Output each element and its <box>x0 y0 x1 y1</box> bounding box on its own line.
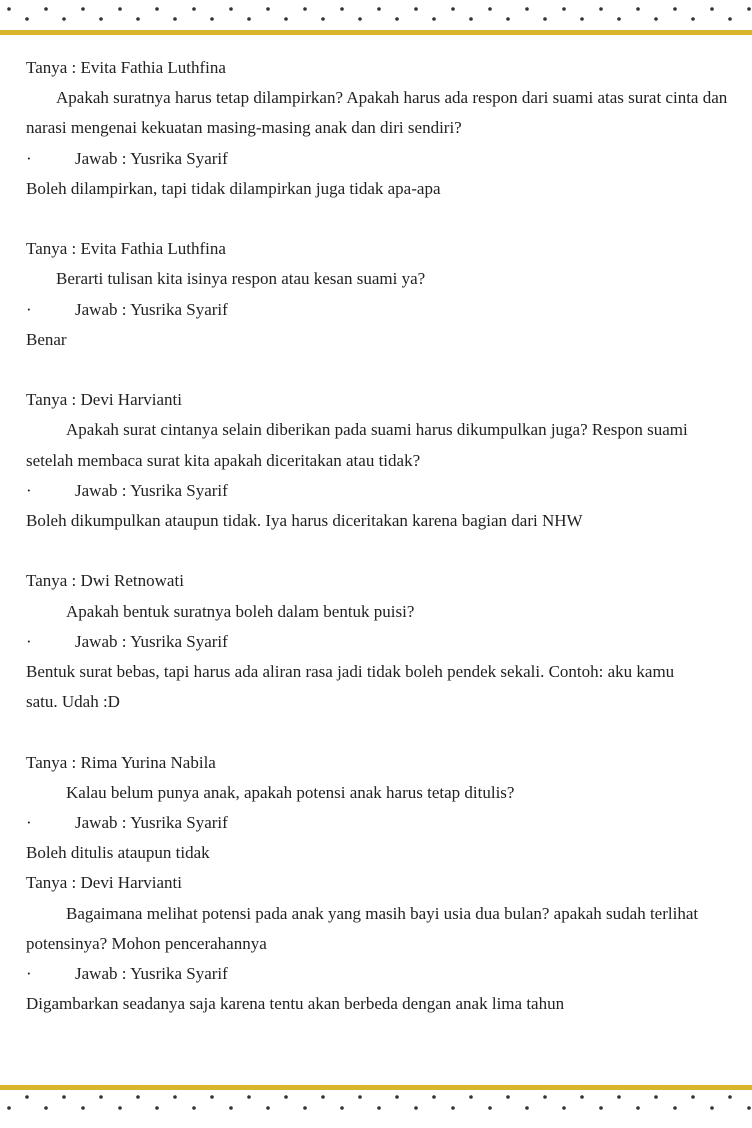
bullet-marker: · <box>26 299 32 319</box>
entry-spacer <box>26 204 732 234</box>
question-text: Berarti tulisan kita isinya respon atau kesan suami ya? <box>56 269 426 289</box>
decorative-dots-top <box>0 4 752 24</box>
answer-text: Benar <box>26 329 67 349</box>
question-text: Apakah surat cintanya selain diberikan pada suami harus dikumpulkan juga? Respon suami setelah membaca surat kita apakah diceritakan atau tidak? <box>26 420 688 470</box>
answer-label-line <box>26 627 732 657</box>
entry-spacer <box>26 717 732 747</box>
answer-text: Boleh dikumpulkan ataupun tidak. Iya harus diceritakan karena bagian dari NHW <box>26 511 583 531</box>
answer-label-line <box>26 476 732 506</box>
answerer-label: Jawab : Yusrika Syarif <box>75 299 228 319</box>
answer-text: Digambarkan seadanya saja karena tentu akan berbeda dengan anak lima tahun <box>26 994 565 1014</box>
answer-label-line <box>26 295 732 325</box>
answer-label-line <box>26 808 732 838</box>
bottom-gold-rule <box>0 1085 752 1090</box>
answer-text: Boleh dilampirkan, tapi tidak dilampirkan juga tidak apa-apa <box>26 178 441 198</box>
qa-entry <box>26 868 732 1019</box>
qa-entry <box>26 234 732 355</box>
entry-spacer <box>26 536 732 566</box>
answer-text-continued: satu. Udah :D <box>26 692 120 712</box>
question-text: Kalau belum punya anak, apakah potensi anak harus tetap ditulis? <box>66 782 515 802</box>
answerer-label: Jawab : Yusrika Syarif <box>75 148 228 168</box>
qa-entry <box>26 53 732 204</box>
asker-line: Tanya : Dwi Retnowati <box>26 571 184 591</box>
bullet-marker: · <box>26 813 32 833</box>
asker-line: Tanya : Devi Harvianti <box>26 873 183 893</box>
asker-line: Tanya : Evita Fathia Luthfina <box>26 239 226 259</box>
qa-entry <box>26 385 732 536</box>
asker-line: Tanya : Evita Fathia Luthfina <box>26 58 226 77</box>
asker-line: Tanya : Devi Harvianti <box>26 390 183 410</box>
answer-text: Boleh ditulis ataupun tidak <box>26 843 210 863</box>
answerer-label: Jawab : Yusrika Syarif <box>75 964 228 984</box>
answer-text: Bentuk surat bebas, tapi harus ada aliran rasa jadi tidak boleh pendek sekali. Contoh: aku kamu <box>26 662 675 682</box>
decorative-dots-bottom <box>0 1093 752 1113</box>
bullet-marker: · <box>26 148 32 168</box>
top-gold-rule <box>0 30 752 35</box>
question-text: Apakah bentuk suratnya boleh dalam bentuk puisi? <box>66 601 415 621</box>
qa-document-body <box>26 53 732 1019</box>
answerer-label: Jawab : Yusrika Syarif <box>75 631 228 651</box>
qa-entry <box>26 566 732 717</box>
asker-line: Tanya : Rima Yurina Nabila <box>26 752 216 772</box>
question-text: Apakah suratnya harus tetap dilampirkan? Apakah harus ada respon dari suami atas surat cinta dan narasi mengenai kekuatan masing-masing anak dan diri sendiri? <box>26 88 728 138</box>
answer-label-line <box>26 959 732 989</box>
answerer-label: Jawab : Yusrika Syarif <box>75 480 228 500</box>
question-text: Bagaimana melihat potensi pada anak yang masih bayi usia dua bulan? apakah sudah terlihat potensinya? Mohon pencerahannya <box>26 903 699 953</box>
bullet-marker: · <box>26 480 32 500</box>
bullet-marker: · <box>26 631 32 651</box>
entry-spacer <box>26 355 732 385</box>
answer-label-line <box>26 144 732 174</box>
answerer-label: Jawab : Yusrika Syarif <box>75 813 228 833</box>
qa-entry <box>26 748 732 869</box>
bullet-marker: · <box>26 964 32 984</box>
